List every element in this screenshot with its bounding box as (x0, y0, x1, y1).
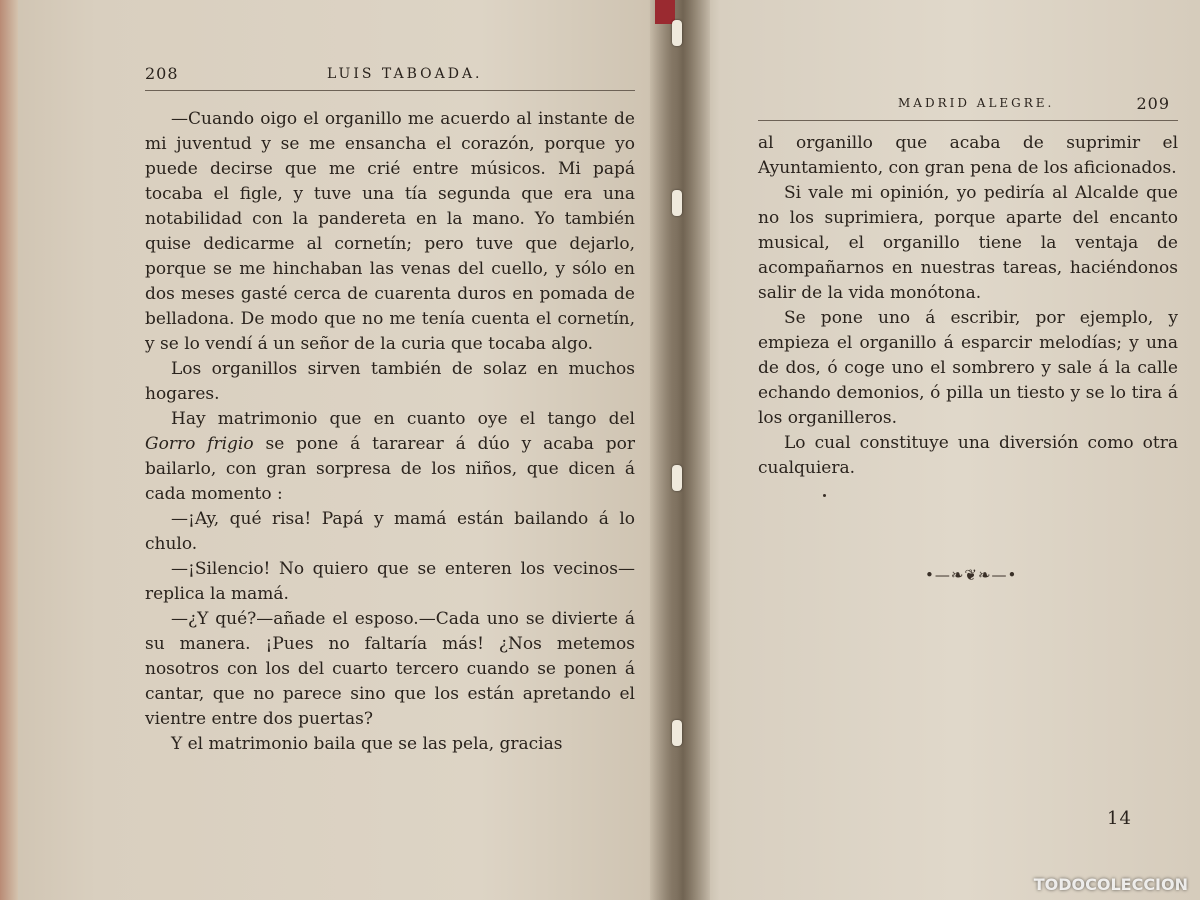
paragraph: al organillo que acaba de suprimir el Ayuntamiento, con gran pena de los aficionados. (758, 133, 1178, 178)
left-page-body (145, 107, 635, 757)
binding-stitch (672, 20, 682, 46)
page-number: 209 (1136, 94, 1170, 113)
book-gutter (650, 0, 710, 900)
paragraph-text: Hay matrimonio que en cuanto oye el tango del (171, 409, 635, 429)
signature-mark: 14 (1107, 808, 1132, 829)
paragraph-text: se pone á tararear á dúo y acaba por bailarlo, con gran sorpresa de los niños, que dicen á cada momento : (145, 434, 636, 504)
left-page (145, 60, 635, 757)
paragraph: Y el matrimonio baila que se las pela, gracias (171, 734, 563, 754)
page-number: 208 (145, 64, 179, 83)
binding-stitch (672, 190, 682, 216)
paragraph: Lo cual constituye una diversión como otra cualquiera. (758, 433, 1178, 478)
right-page-header (758, 92, 1178, 121)
page-edge (0, 0, 18, 900)
right-page-body (758, 131, 1178, 481)
left-page-header (145, 60, 635, 91)
right-page (758, 92, 1178, 481)
paragraph: Se pone uno á escribir, por ejemplo, y empieza el organillo á esparcir melodías; y una de dos, ó coge uno el sombrero y sale á la calle echando demonios, ó pilla un tiesto y se lo tira á los organilleros. (758, 308, 1178, 428)
paragraph: —¡Silencio! No quiero que se enteren los vecinos—replica la mamá. (145, 559, 635, 604)
end-ornament: •—❧❦❧—• (925, 566, 1018, 584)
running-head: LUIS TABOADA. (327, 66, 483, 82)
paragraph: —Cuando oigo el organillo me acuerdo al instante de mi juventud y se me ensancha el corazón, porque yo puede decirse que me crié entre músicos. Mi papá tocaba el figle, y tuve una tía segunda que era una notabilidad con la pandereta en la mano. Yo también quise dedicarme al cornetín; pero tuve que dejarlo, porque se me hinchaban las venas del cuello, y sólo en dos meses gasté cerca de cuarenta duros en pomada de belladona. De modo que no me tenía cuenta el cornetín, y se lo vendí á un señor de la curia que tocaba algo. (145, 109, 635, 354)
watermark: TODOCOLECCION (1033, 875, 1188, 894)
italic-title: Gorro frigio (145, 434, 254, 454)
paragraph: Si vale mi opinión, yo pediría al Alcalde que no los suprimiera, porque aparte del encanto musical, el organillo tiene la ventaja de acompañarnos en nuestras tareas, haciéndonos salir de la vida monótona. (758, 183, 1178, 303)
paragraph: Los organillos sirven también de solaz en muchos hogares. (145, 359, 635, 404)
binding-stitch (672, 465, 682, 491)
running-head: MADRID ALEGRE. (898, 96, 1055, 110)
paragraph: —¡Ay, qué risa! Papá y mamá están bailando á lo chulo. (145, 509, 635, 554)
paragraph: —¿Y qué?—añade el esposo.—Cada uno se divierte á su manera. ¡Pues no faltaría más! ¿Nos metemos nosotros con los del cuarto tercero cuando se ponen á cantar, que no parece sino que los están apretando el vientre entre dos puertas? (145, 609, 635, 729)
binding-stitch (672, 720, 682, 746)
paragraph (145, 407, 635, 507)
ink-dot (823, 494, 826, 497)
